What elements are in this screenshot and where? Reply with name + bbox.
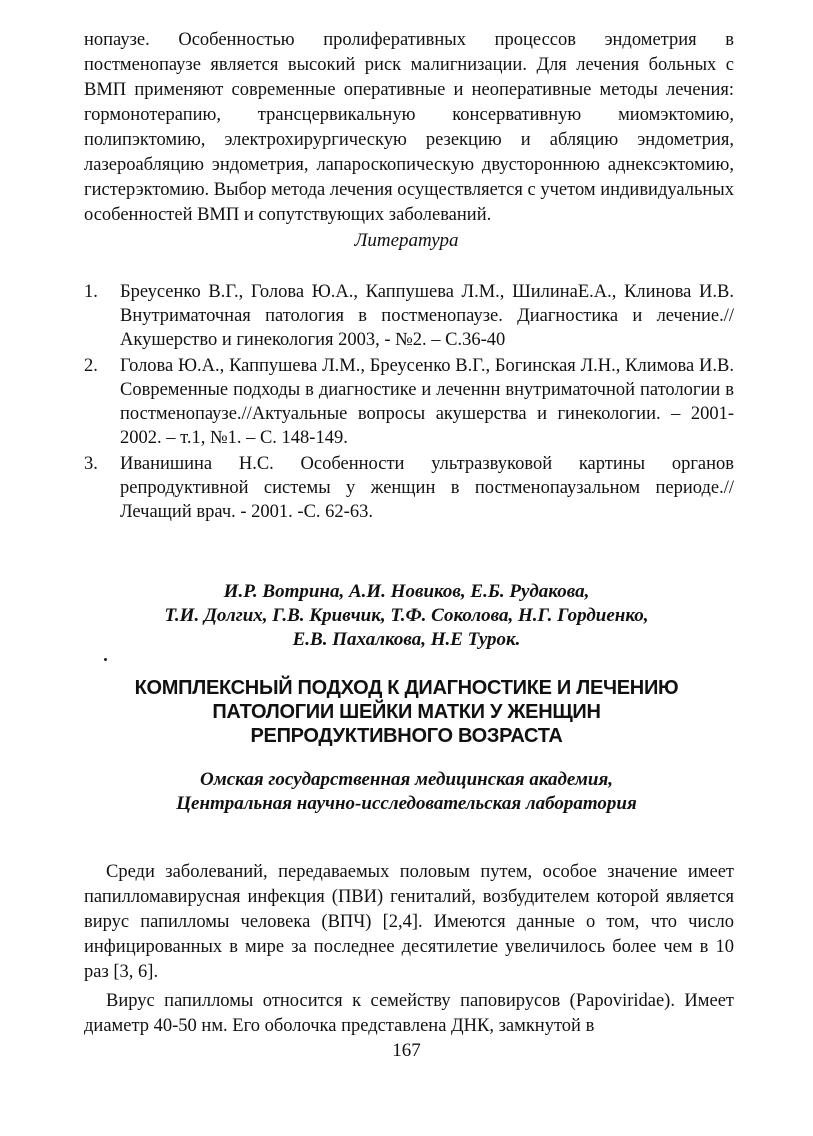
top-paragraph-block (84, 28, 734, 228)
top-paragraph: нопаузе. Особенностью пролиферативных процессов эндометрия в постменопаузе является высокий риск малигнизации. Для лечения больных с ВМП применяют современные оперативные и неоперативные методы лечения: гормонотерапию, трансцервикальную консервативную миомэктомию, полипэктомию, электрохирургическую резекцию и абляцию эндометрия, лазероабляцию эндометрия, лапароскопическую двустороннюю аднексэктомию, гистерэктомию. Выбор метода лечения осуществляется с учетом индивидуальных особенностей ВМП и сопутствующих заболеваний. (84, 30, 734, 225)
literature-heading: Литература (354, 230, 459, 251)
reference-text: Иванишина Н.С. Особенности ультразвуковой картины органов репродуктивной системы у женщин в постменопаузальном периоде.// Лечащий врач. - 2001. -С. 62-63. (120, 454, 734, 522)
article-title (0, 676, 813, 748)
stray-dot (104, 658, 107, 661)
authors-line: Е.В. Пахалкова, Н.Е Турок. (292, 629, 521, 650)
page-number: 167 (392, 1040, 421, 1061)
title-line: КОМПЛЕКСНЫЙ ПОДХОД К ДИАГНОСТИКЕ И ЛЕЧЕНИЮ (134, 677, 679, 699)
title-line: ПАТОЛОГИИ ШЕЙКИ МАТКИ У ЖЕНЩИН (212, 701, 601, 723)
reference-text: Голова Ю.А., Каппушева Л.М., Бреусенко В.Г., Богинская Л.Н., Климова И.В. Современные подходы в диагностике и леченнн внутриматочной патологии в постменопаузе.//Актуальные вопросы акушерства и гинекологии. – 2001-2002. – т.1, №1. – С. 148-149. (120, 356, 734, 448)
reference-item (84, 452, 734, 524)
body-text (84, 860, 734, 1039)
affiliation-line: Центральная научно-исследовательская лаборатория (176, 793, 637, 814)
body-paragraph: Среди заболеваний, передаваемых половым путем, особое значение имеет папилломавирусная инфекция (ПВИ) гениталий, возбудителем которой является вирус папилломы человека (ВПЧ) [2,4]. Имеются данные о том, что число инфицированных в мире за последнее десятилетие увеличилось более чем в 10 раз [3, 6]. (84, 862, 734, 982)
authors-line: Т.И. Долгих, Г.В. Кривчик, Т.Ф. Соколова, Н.Г. Гордиенко, (164, 605, 649, 626)
reference-number: 3. (84, 454, 98, 474)
body-paragraph: Вирус папилломы относится к семейству паповирусов (Papoviridae). Имеет диаметр 40-50 нм. Его оболочка представлена ДНК, замкнутой в (84, 991, 734, 1036)
reference-item (84, 280, 734, 352)
reference-number: 1. (84, 282, 98, 302)
reference-text: Бреусенко В.Г., Голова Ю.А., Каппушева Л.М., ШилинаЕ.А., Клинова И.В. Внутриматочная патология в постменопаузе. Диагностика и лечение.// Акушерство и гинекология 2003, - №2. – С.36-40 (120, 282, 734, 350)
reference-number: 2. (84, 356, 98, 376)
reference-item (84, 354, 734, 450)
affiliation-line: Омская государственная медицинская академия, (200, 769, 613, 790)
authors-line: И.Р. Вотрина, А.И. Новиков, Е.Б. Рудакова, (223, 581, 590, 602)
reference-list (84, 280, 734, 526)
affiliation-block (0, 768, 813, 816)
title-line: РЕПРОДУКТИВНОГО ВОЗРАСТА (250, 725, 563, 747)
authors-block (0, 580, 813, 652)
